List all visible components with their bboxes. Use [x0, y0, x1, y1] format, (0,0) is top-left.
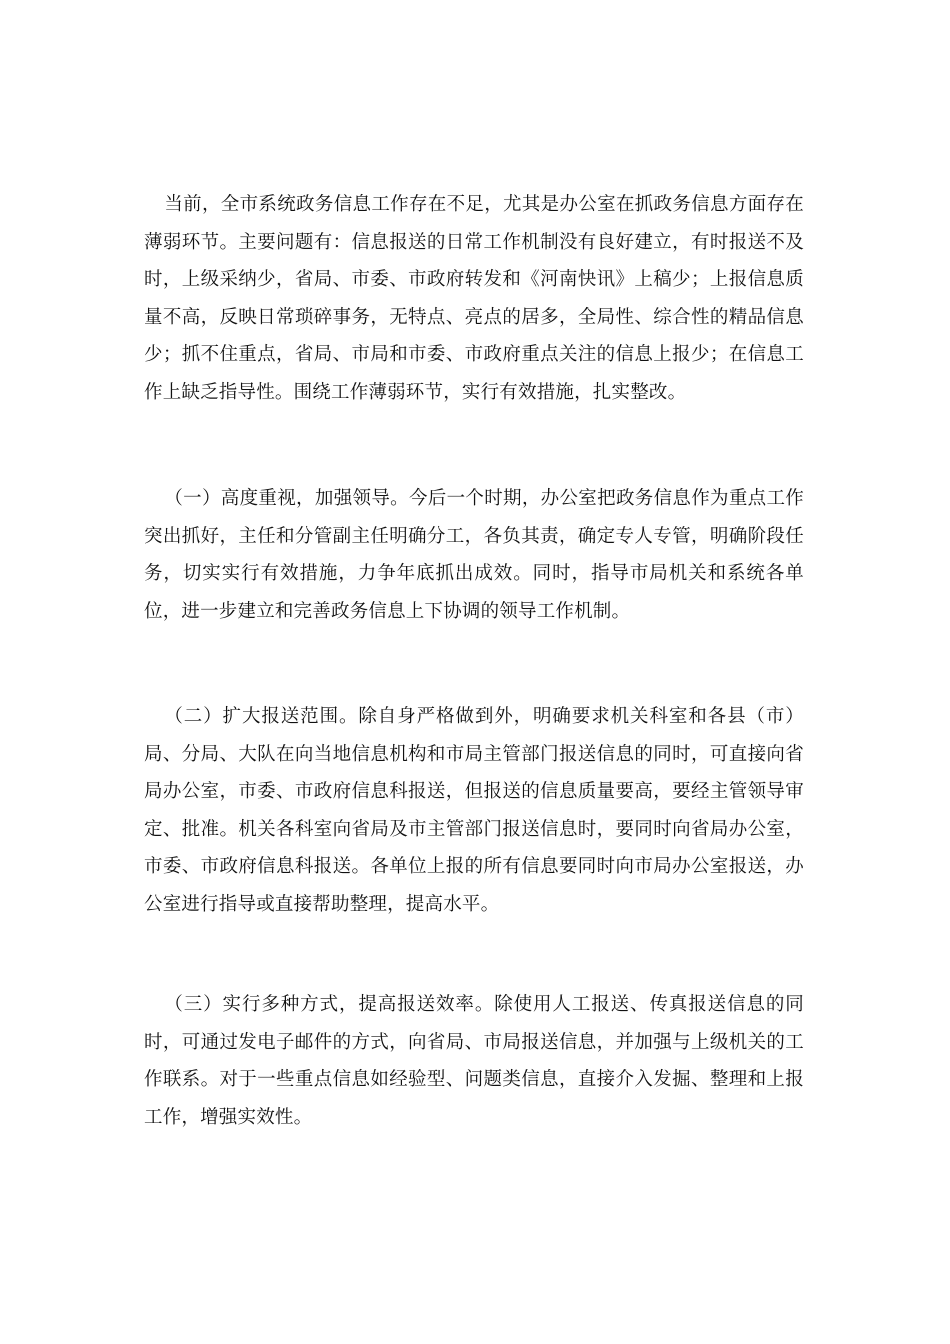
paragraph-leadership: （一）高度重视，加强领导。今后一个时期，办公室把政务信息作为重点工作突出抓好，主任和分管副主任明确分工，各负其责，确定专人专管，明确阶段任务，切实实行有效措施，力争年底抓出成效。同时，指导市局机关和系统各单位，进一步建立和完善政务信息上下协调的领导工作机制。 [144, 488, 804, 622]
paragraph-reporting-scope: （二）扩大报送范围。除自身严格做到外，明确要求机关科室和各县（市）局、分局、大队在向当地信息机构和市局主管部门报送信息的同时，可直接向省局办公室，市委、市政府信息科报送，但报送的信息质量要高，要经主管领导审定、批准。机关各科室向省局及市主管部门报送信息时，要同时向省局办公室，市委、市政府信息科报送。各单位上报的所有信息要同时向市局办公室报送，办公室进行指导或直接帮助整理，提高水平。 [144, 706, 804, 915]
paragraph-current-situation: 当前，全市系统政务信息工作存在不足，尤其是办公室在抓政务信息方面存在薄弱环节。主要问题有：信息报送的日常工作机制没有良好建立，有时报送不及时，上级采纳少，省局、市委、市政府转发和《河南快讯》上稿少；上报信息质量不高，反映日常琐碎事务，无特点、亮点的居多，全局性、综合性的精品信息少；抓不住重点，省局、市局和市委、市政府重点关注的信息上报少；在信息工作上缺乏指导性。围绕工作薄弱环节，实行有效措施，扎实整改。 [144, 194, 804, 403]
paragraph-reporting-methods: （三）实行多种方式，提高报送效率。除使用人工报送、传真报送信息的同时，可通过发电子邮件的方式，向省局、市局报送信息，并加强与上级机关的工作联系。对于一些重点信息如经验型、问题类信息，直接介入发掘、整理和上报工作，增强实效性。 [144, 994, 804, 1128]
